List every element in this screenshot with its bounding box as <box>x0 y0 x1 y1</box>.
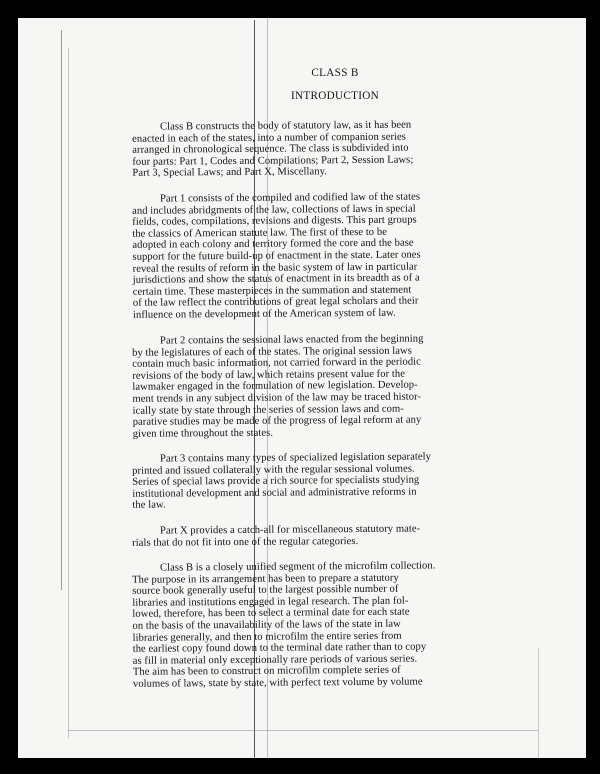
paragraph-part-x <box>104 523 542 550</box>
text-line: as fill in material only exceptionally rare periods of various series. <box>132 653 418 667</box>
text-line: ically state by state through the series of session laws and com- <box>132 402 404 417</box>
paragraph-part-3 <box>104 451 542 512</box>
text-line: The purpose in its arrangement has been to prepare a statutory <box>132 572 399 586</box>
paragraph-part-2 <box>104 332 543 440</box>
text-line: reveal the results of reform in the basic system of law in particular <box>132 261 418 275</box>
scan-line <box>68 730 538 731</box>
text-line: Part 2 contains the sessional laws enacted from the beginning <box>159 333 424 347</box>
scanned-page <box>18 18 586 758</box>
text-line: Part 3 contains many types of specialized legislation separately <box>159 451 431 465</box>
text-line: rials that do not fit into one of the regular categories. <box>132 535 359 549</box>
text-line: ment trends in any subject division of the law may be traced histor- <box>132 391 422 405</box>
document-body <box>104 68 542 705</box>
section-title: INTRODUCTION <box>290 89 380 102</box>
text-line: the earliest copy found down to the terminal date rather than to copy <box>132 641 427 656</box>
text-line: Part 3, Special Laws; and Part X, Miscellany. <box>132 166 328 180</box>
paragraph-class-b <box>104 119 542 180</box>
text-line: arranged in chronological sequence. The class is subdivided into <box>132 142 409 157</box>
class-title: CLASS B <box>311 67 359 79</box>
text-line: Part X provides a catch-all for miscellaneous statutory mate- <box>159 523 421 537</box>
text-line: libraries generally, and then to microfilm the entire series from <box>132 630 402 644</box>
text-line: Class B constructs the body of statutory law, as it has been <box>159 119 412 133</box>
text-line: Class B is a closely unified segment of the microfilm collection. <box>159 560 436 574</box>
text-line: contain much basic information, not carried forward in the periodic <box>132 356 421 370</box>
scan-line <box>68 48 69 738</box>
text-line: the law. <box>132 499 166 512</box>
text-line: fields, codes, compilations, revisions and digests. This part groups <box>132 214 417 229</box>
text-line: enacted in each of the states, into a number of companion series <box>132 131 407 145</box>
text-line: on the basis of the unavailability of the laws of the state in law <box>132 618 401 632</box>
text-line: source book generally useful to the largest possible number of <box>132 584 399 598</box>
text-line: institutional development and social and administrative reforms in <box>132 486 417 500</box>
text-line: adopted in each colony and territory formed the core and the base <box>132 238 414 252</box>
text-line: lawmaker engaged in the formulation of new legislation. Develop- <box>132 379 418 393</box>
text-line: Series of special laws provide a rich source for specialists studying <box>132 474 420 488</box>
text-line: parative studies may be made of the progress of legal reform at any <box>132 414 422 428</box>
text-line: Part 1 consists of the compiled and codified law of the states <box>159 191 421 205</box>
scan-line <box>61 30 62 590</box>
text-line: volumes of laws, state by state, with perfect text volume by volume <box>132 676 423 690</box>
text-line: libraries and institutions engaged in legal research. The plan fol- <box>132 595 409 609</box>
text-line: by the legislatures of each of the states. The original session laws <box>132 344 412 359</box>
text-line: support for the future build-up of enactment in the state. Later ones <box>132 249 421 263</box>
text-line: lowed, therefore, has been to select a terminal date for each state <box>132 607 410 621</box>
text-line: jurisdictions and show the status of enactment in its breadth as of a <box>132 272 420 287</box>
text-line: given time throughout the states. <box>132 427 274 440</box>
text-line: influence on the development of the American system of law. <box>132 307 396 321</box>
text-line: certain time. These masterpieces in the summation and statement <box>132 284 412 298</box>
text-line: of the law reflect the contributions of great legal scholars and their <box>132 296 419 310</box>
paragraph-part-1 <box>104 191 543 322</box>
text-line: revisions of the body of law, which retains present value for the <box>132 368 405 382</box>
text-line: and includes abridgments of the law, collections of laws in special <box>132 203 416 217</box>
text-line: The aim has been to construct on microfilm complete series of <box>132 665 401 679</box>
text-line: printed and issued collaterally with the regular sessional volumes. <box>132 463 415 477</box>
text-line: the classics of American statute law. The first of these to be <box>132 226 387 240</box>
text-line: four parts: Part 1, Codes and Compilations; Part 2, Session Laws; <box>132 154 414 168</box>
paragraph-class-b-purpose <box>104 560 543 691</box>
